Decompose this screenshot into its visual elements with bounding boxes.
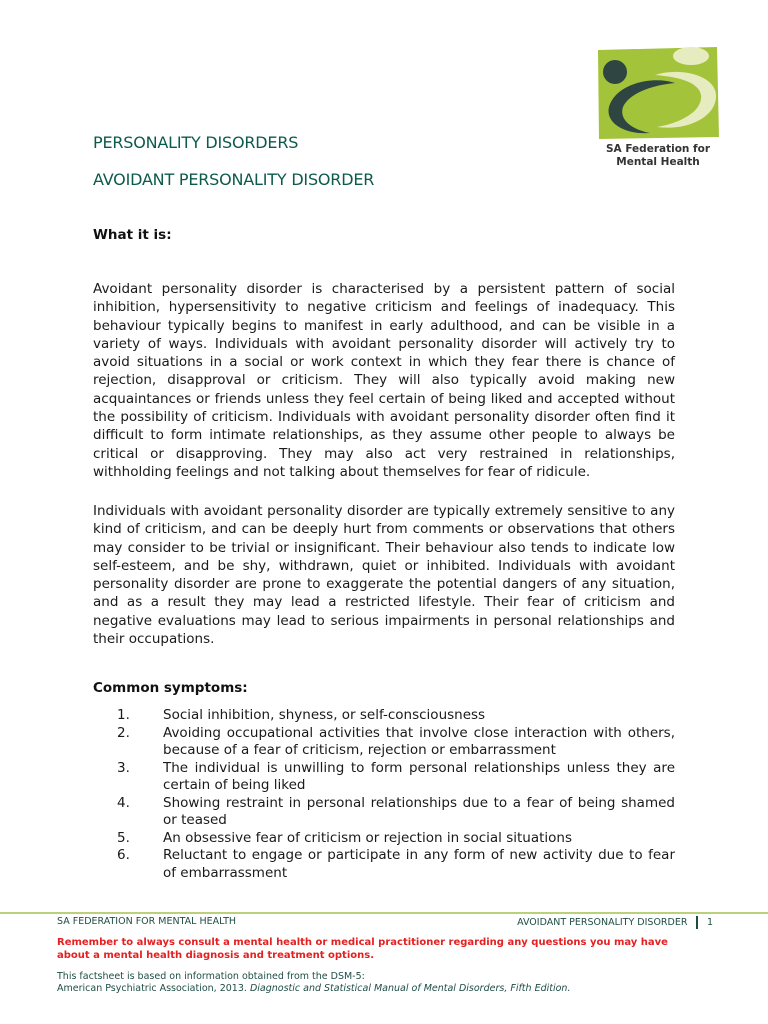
list-text: Avoiding occupational activities that involve close interaction with others, because of a fear of criticism, rejection or embarrassment (163, 724, 675, 758)
list-text: The individual is unwilling to form personal relationships unless they are certain of being liked (163, 759, 675, 793)
page-subtitle: AVOIDANT PERSONALITY DISORDER (93, 170, 375, 189)
source-citation (57, 971, 677, 995)
list-item (93, 795, 675, 830)
logo-caption (595, 143, 721, 169)
list-item (93, 847, 675, 882)
logo-caption-line1: SA Federation for (605, 143, 711, 155)
list-number: 6. (117, 847, 130, 863)
list-item (93, 707, 675, 725)
source-author: American Psychiatric Association, 2013. (57, 983, 250, 994)
footer-separator (696, 916, 698, 929)
list-text: Showing restraint in personal relationships due to a fear of being shamed or teased (163, 794, 675, 828)
source-title: Diagnostic and Statistical Manual of Mental Disorders, Fifth Edition. (249, 983, 571, 994)
list-item (93, 725, 675, 760)
list-number: 2. (117, 724, 130, 741)
footer-document-title: AVOIDANT PERSONALITY DISORDER (517, 917, 688, 928)
footer-document-info (517, 916, 713, 929)
list-text: Reluctant to engage or participate in any form of new activity due to fear of embarrassment (163, 847, 675, 881)
list-text: Social inhibition, shyness, or self-consciousness (163, 707, 486, 723)
page-number: 1 (706, 917, 713, 928)
section-heading-what-it-is: What it is: (93, 227, 172, 243)
paragraph: Individuals with avoidant personality disorder are typically extremely sensitive to any kind of criticism, and can be deeply hurt from comments or observations that others may consider to be trivial or insignificant. Their behaviour also tends to indicate low self-esteem, and be shy, withdrawn, quiet or inhibited. Individuals with avoidant personality disorder are prone to exaggerate the potential dangers of any situation, and as a result they may lead a restricted lifestyle. Their fear of criticism and negative evaluations may lead to serious impairments in personal relationships and their occupations. (93, 503, 675, 648)
source-line-2 (57, 983, 677, 995)
page-title: PERSONALITY DISORDERS (93, 133, 299, 152)
footer-organization: SA FEDERATION FOR MENTAL HEALTH (57, 916, 237, 927)
list-text: An obsessive fear of criticism or rejection in social situations (163, 829, 573, 846)
list-item (93, 830, 675, 848)
sa-federation-logo (595, 45, 721, 175)
list-number: 3. (117, 759, 130, 776)
list-item (93, 760, 675, 795)
source-line-1: This factsheet is based on information obtained from the DSM-5: (57, 971, 365, 982)
logo-emblem-icon (595, 45, 721, 141)
footer-divider (0, 912, 768, 914)
list-number: 4. (117, 794, 130, 811)
list-number: 1. (117, 707, 130, 723)
disclaimer-warning: Remember to always consult a mental health or medical practitioner regarding any questions you may have about a mental health diagnosis and treatment options. (57, 937, 668, 961)
symptoms-list (93, 707, 675, 882)
section-heading-symptoms: Common symptoms: (93, 680, 248, 696)
list-number: 5. (117, 829, 130, 846)
logo-caption-line2: Mental Health (616, 156, 700, 168)
paragraph: Avoidant personality disorder is characterised by a persistent pattern of social inhibition, hypersensitivity to negative criticism and feelings of inadequacy. This behaviour typically begins to manifest in early adulthood, and can be visible in a variety of ways. Individuals with avoidant personality disorder will actively try to avoid situations in a social or work context in which they fear there is chance of rejection, disapproval or criticism. They will also typically avoid making new acquaintances or friends unless they feel certain of being liked and accepted without the possibility of criticism. Individuals with avoidant personality disorder often find it difficult to form intimate relationships, as they assume other people to always be critical or disapproving. They may also act very restrained in relationships, withholding feelings and not talking about themselves for fear of ridicule. (93, 281, 675, 480)
